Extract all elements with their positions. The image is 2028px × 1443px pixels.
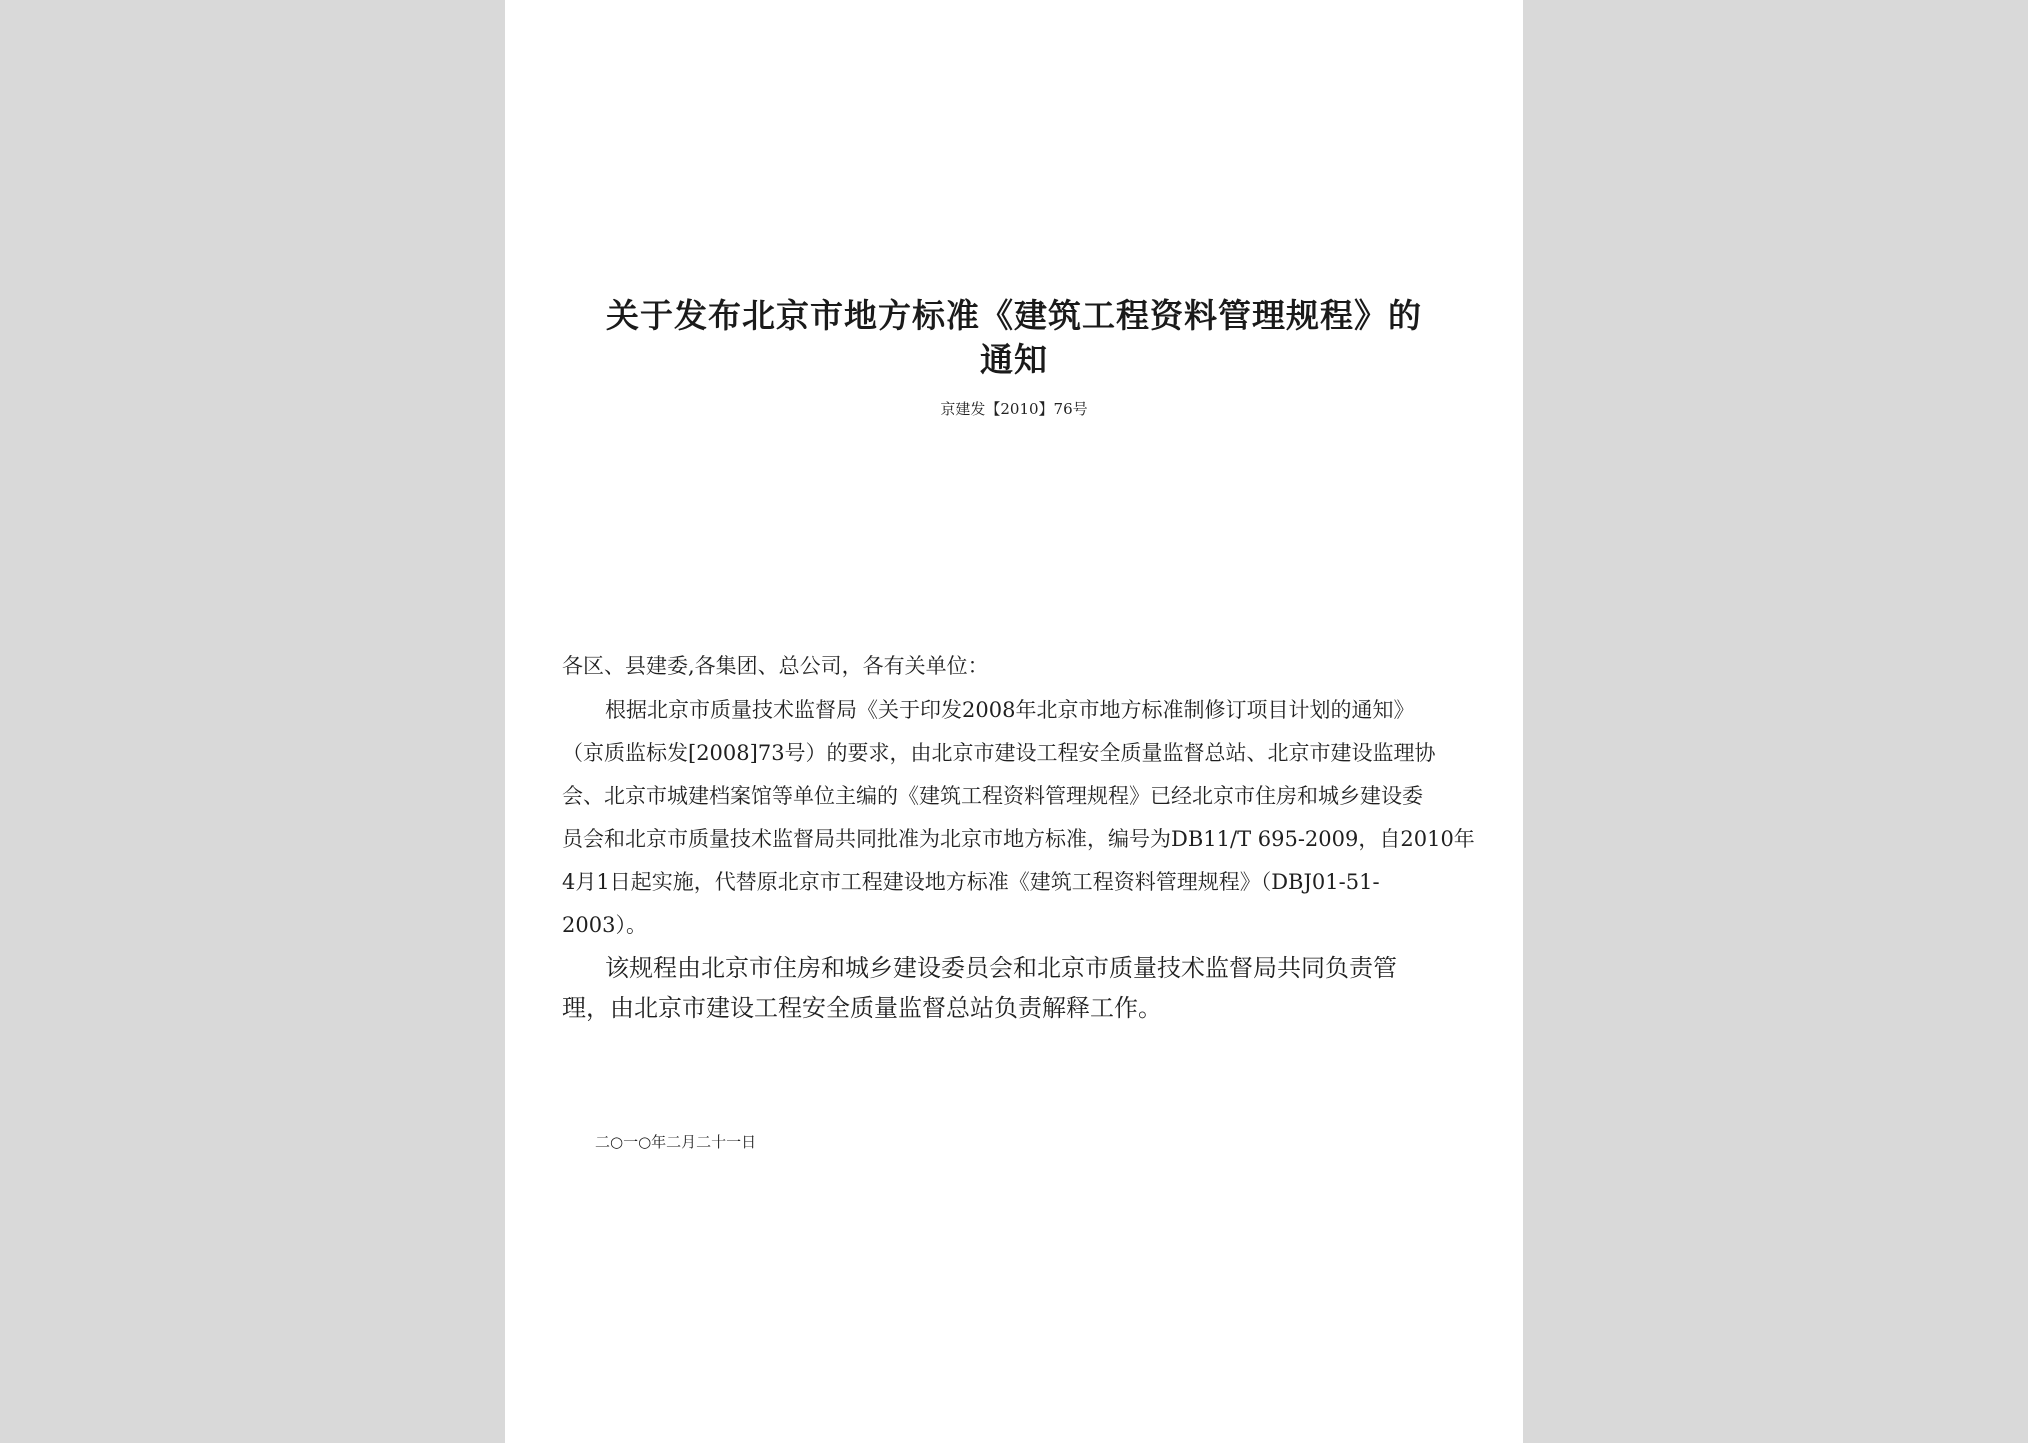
paragraph1-line6: 2003）。 bbox=[562, 913, 647, 937]
paragraph1-line1: 根据北京市质量技术监督局《关于印发2008年北京市地方标准制修订项目计划的通知》 bbox=[605, 698, 1415, 722]
paragraph2-line2: 理，由北京市建设工程安全质量监督总站负责解释工作。 bbox=[562, 994, 1162, 1022]
paragraph2-line1: 该规程由北京市住房和城乡建设委员会和北京市质量技术监督局共同负责管 bbox=[605, 954, 1397, 982]
document-title-line1: 关于发布北京市地方标准《建筑工程资料管理规程》的 bbox=[606, 296, 1422, 335]
document-page bbox=[505, 0, 1523, 1443]
salutation: 各区、县建委,各集团、总公司，各有关单位： bbox=[562, 654, 989, 678]
paragraph1-line5: 4月1日起实施，代替原北京市工程建设地方标准《建筑工程资料管理规程》（DBJ01-51- bbox=[562, 870, 1380, 894]
paragraph1-line2: （京质监标发[2008]73号）的要求，由北京市建设工程安全质量监督总站、北京市建设监理协 bbox=[562, 741, 1436, 765]
document-title-line2: 通知 bbox=[980, 340, 1048, 379]
document-date: 二○一○年二月二十一日 bbox=[595, 1133, 757, 1151]
document-number: 京建发【2010】76号 bbox=[940, 400, 1088, 418]
paragraph1-line4: 员会和北京市质量技术监督局共同批准为北京市地方标准，编号为DB11/T 695-2009，自2010年 bbox=[562, 827, 1475, 851]
paragraph1-line3: 会、北京市城建档案馆等单位主编的《建筑工程资料管理规程》已经北京市住房和城乡建设委 bbox=[562, 784, 1423, 808]
